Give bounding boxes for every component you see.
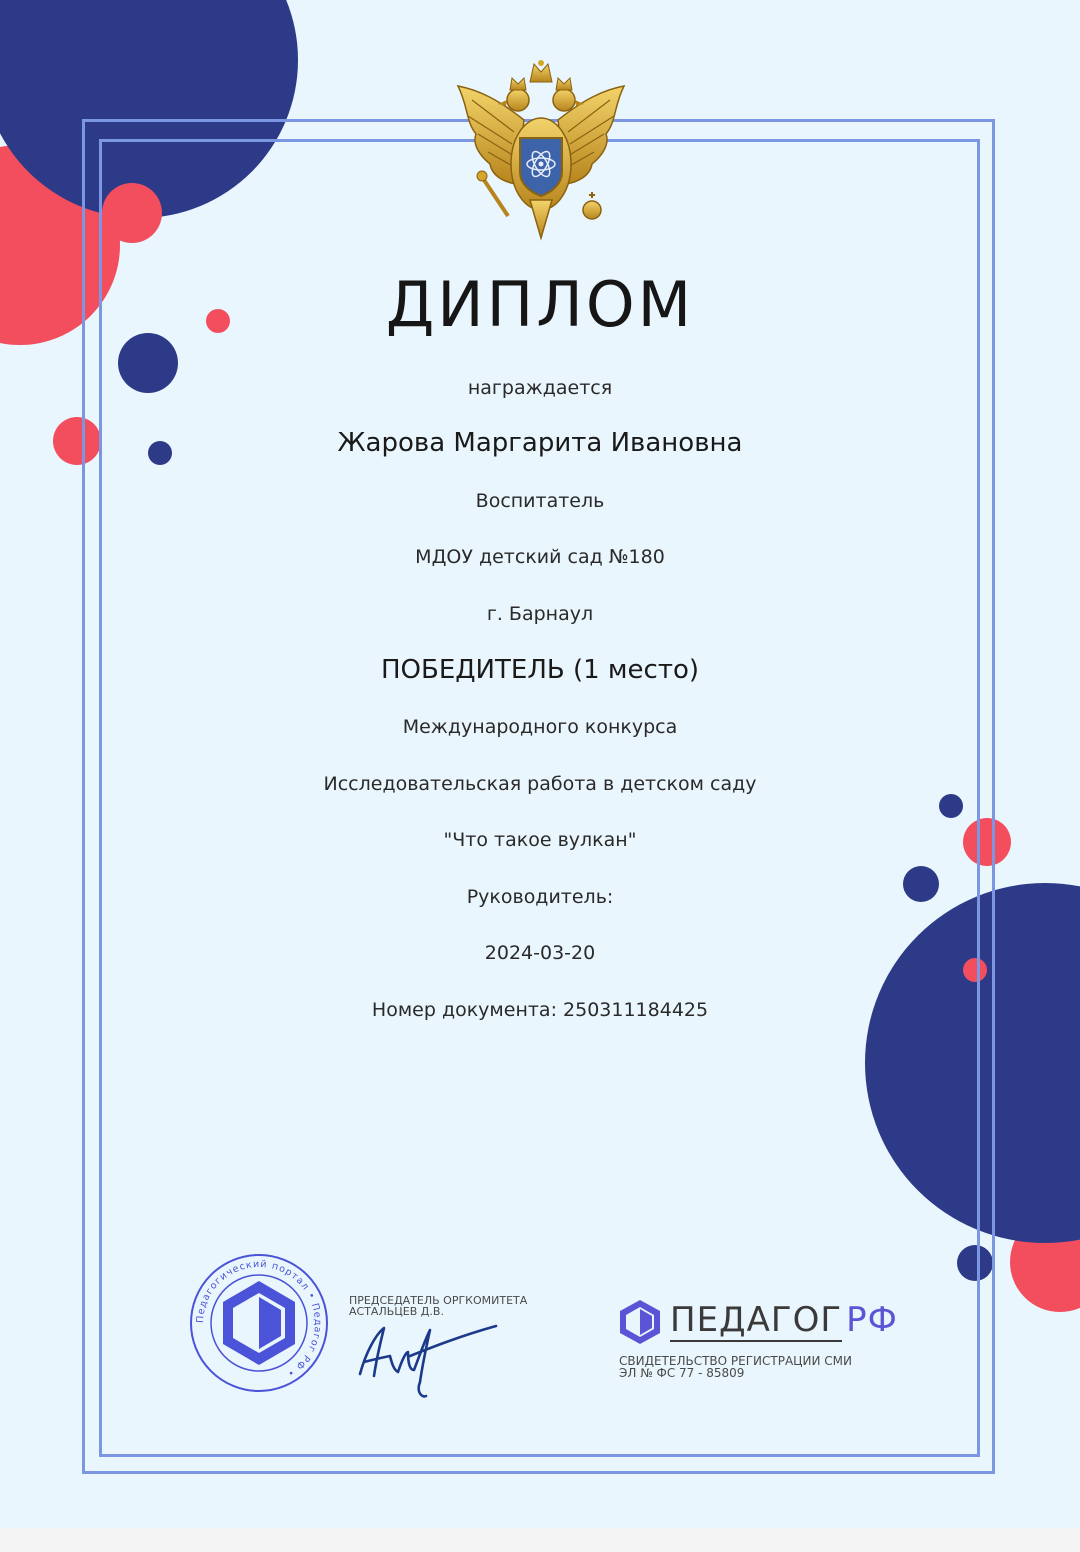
chairman-line-2: АСТАЛЬЦЕВ Д.В. bbox=[349, 1305, 444, 1318]
registration-line-1: СВИДЕТЕЛЬСТВО РЕГИСТРАЦИИ СМИ bbox=[619, 1354, 852, 1368]
logo-main-text: ПЕДАГОГ bbox=[670, 1300, 843, 1340]
hexagon-seal-icon bbox=[188, 1252, 330, 1394]
registration-line-2: ЭЛ № ФС 77 - 85809 bbox=[619, 1366, 745, 1380]
hexagon-logo-icon bbox=[616, 1298, 664, 1346]
signature bbox=[350, 1312, 500, 1404]
awarded-text: награждается bbox=[467, 377, 613, 399]
registration-info bbox=[619, 1355, 852, 1379]
recipient-name: Жарова Маргарита Ивановна bbox=[337, 428, 743, 458]
award-result: ПОБЕДИТЕЛЬ (1 место) bbox=[380, 655, 700, 685]
diploma-title: ДИПЛОМ bbox=[385, 268, 695, 341]
chairman-line-1: ПРЕДСЕДАТЕЛЬ ОРГКОМИТЕТА bbox=[349, 1294, 528, 1307]
work-title: "Что такое вулкан" bbox=[443, 829, 637, 851]
recipient-city: г. Барнаул bbox=[486, 603, 594, 625]
award-date: 2024-03-20 bbox=[484, 942, 596, 964]
contest-name: Международного конкурса bbox=[402, 716, 678, 738]
recipient-organization: МДОУ детский сад №180 bbox=[415, 546, 665, 568]
nomination: Исследовательская работа в детском саду bbox=[323, 773, 757, 795]
recipient-position: Воспитатель bbox=[475, 490, 605, 512]
document-number: Номер документа: 250311184425 bbox=[371, 999, 709, 1021]
supervisor-label: Руководитель: bbox=[466, 886, 614, 908]
seal-text: Педагогический портал • Педагог РФ • bbox=[194, 1258, 324, 1379]
double-headed-eagle-emblem-icon bbox=[454, 60, 628, 244]
logo-suffix-text: РФ bbox=[846, 1300, 898, 1340]
logo-wordmark bbox=[670, 1300, 898, 1340]
